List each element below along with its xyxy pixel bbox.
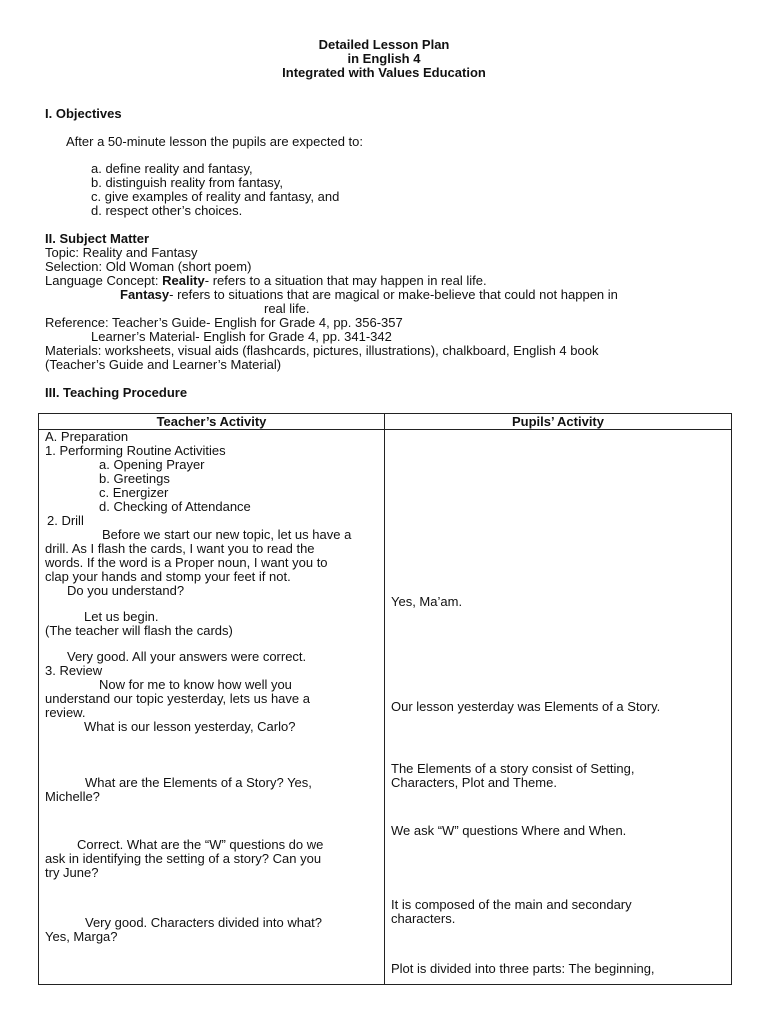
objective-item: a. define reality and fantasy, — [91, 161, 253, 176]
pupil-answer: Yes, Ma’am. — [391, 594, 463, 609]
objective-item: b. distinguish reality from fantasy, — [91, 175, 283, 190]
preparation-label: A. Preparation — [45, 430, 129, 444]
procedure-table — [38, 413, 732, 985]
materials-line-2: (Teacher’s Guide and Learner’s Material) — [45, 357, 282, 372]
objectives-intro: After a 50-minute lesson the pupils are expected to: — [66, 134, 364, 149]
table-header-row — [39, 414, 732, 430]
pupil-answer-cont: Characters, Plot and Theme. — [391, 775, 557, 790]
pupil-answer: The Elements of a story consist of Setting, — [391, 761, 635, 776]
elements-question-cont: Michelle? — [45, 789, 100, 804]
title-line-2: in English 4 — [347, 51, 421, 66]
w-question-cont: try June? — [45, 865, 99, 880]
objective-item: c. give examples of reality and fantasy, and — [91, 189, 340, 204]
review-text: Now for me to know how well you — [99, 677, 292, 692]
lesson-question: What is our lesson yesterday, Carlo? — [84, 719, 296, 734]
objective-item: d. respect other’s choices. — [91, 203, 243, 218]
routine-item: a. Opening Prayer — [99, 457, 205, 472]
review-text: review. — [45, 705, 86, 720]
characters-question-cont: Yes, Marga? — [45, 929, 118, 944]
pupil-answer: Plot is divided into three parts: The beginning, — [391, 961, 655, 976]
drill-text: drill. As I flash the cards, I want you to read the — [45, 541, 315, 556]
elements-question: What are the Elements of a Story? Yes, — [85, 775, 312, 790]
teacher-activity-header: Teacher’s Activity — [39, 414, 385, 430]
fantasy-term: Fantasy — [120, 287, 170, 302]
flash-text: (The teacher will flash the cards) — [45, 623, 233, 638]
fantasy-line — [120, 288, 618, 302]
pupil-answer: It is composed of the main and secondary — [391, 897, 632, 912]
title-line-1: Detailed Lesson Plan — [318, 37, 450, 52]
review-label: 3. Review — [45, 663, 103, 678]
teacher-activity-cell — [39, 430, 385, 985]
understand-question: Do you understand? — [67, 583, 185, 598]
routine-item: b. Greetings — [99, 471, 170, 486]
w-question: Correct. What are the “W” questions do we — [77, 837, 324, 852]
begin-text: Let us begin. — [84, 609, 159, 624]
topic-line: Topic: Reality and Fantasy — [45, 245, 198, 260]
fantasy-definition-cont: real life. — [264, 301, 310, 316]
routine-item: c. Energizer — [99, 485, 169, 500]
subject-matter-heading: II. Subject Matter — [45, 231, 150, 246]
w-question-cont: ask in identifying the setting of a story? Can you — [45, 851, 322, 866]
characters-question: Very good. Characters divided into what? — [85, 915, 323, 930]
routine-label: 1. Performing Routine Activities — [45, 443, 226, 458]
objectives-heading: I. Objectives — [45, 106, 122, 121]
very-good-text: Very good. All your answers were correct. — [67, 649, 307, 664]
language-concept-line — [45, 274, 487, 288]
pupils-activity-header: Pupils’ Activity — [385, 414, 732, 430]
title-line-3: Integrated with Values Education — [282, 65, 486, 80]
reality-definition: - refers to a situation that may happen in real life. — [204, 273, 487, 288]
teaching-procedure-heading: III. Teaching Procedure — [45, 385, 188, 400]
pupil-answer-cont: characters. — [391, 911, 456, 926]
review-text: understand our topic yesterday, lets us have a — [45, 691, 310, 706]
materials-line: Materials: worksheets, visual aids (flashcards, pictures, illustrations), chalkboard, English 4 book — [45, 343, 599, 358]
reality-term: Reality — [162, 273, 205, 288]
reference-line: Reference: Teacher’s Guide- English for Grade 4, pp. 356-357 — [45, 315, 403, 330]
drill-text: Before we start our new topic, let us have a — [102, 527, 352, 542]
pupils-activity-cell — [385, 430, 732, 985]
routine-item: d. Checking of Attendance — [99, 499, 251, 514]
reference-line-2: Learner’s Material- English for Grade 4, pp. 341-342 — [91, 329, 392, 344]
concept-prefix: Language Concept: — [45, 273, 163, 288]
selection-line: Selection: Old Woman (short poem) — [45, 259, 252, 274]
pupil-answer: Our lesson yesterday was Elements of a Story. — [391, 699, 661, 714]
fantasy-definition: - refers to situations that are magical or make-believe that could not happen in — [169, 287, 618, 302]
pupil-answer: We ask “W” questions Where and When. — [391, 823, 627, 838]
drill-text: words. If the word is a Proper noun, I want you to — [45, 555, 328, 570]
drill-label: 2. Drill — [47, 513, 84, 528]
table-body-row — [39, 430, 732, 985]
drill-text: clap your hands and stomp your feet if not. — [45, 569, 291, 584]
